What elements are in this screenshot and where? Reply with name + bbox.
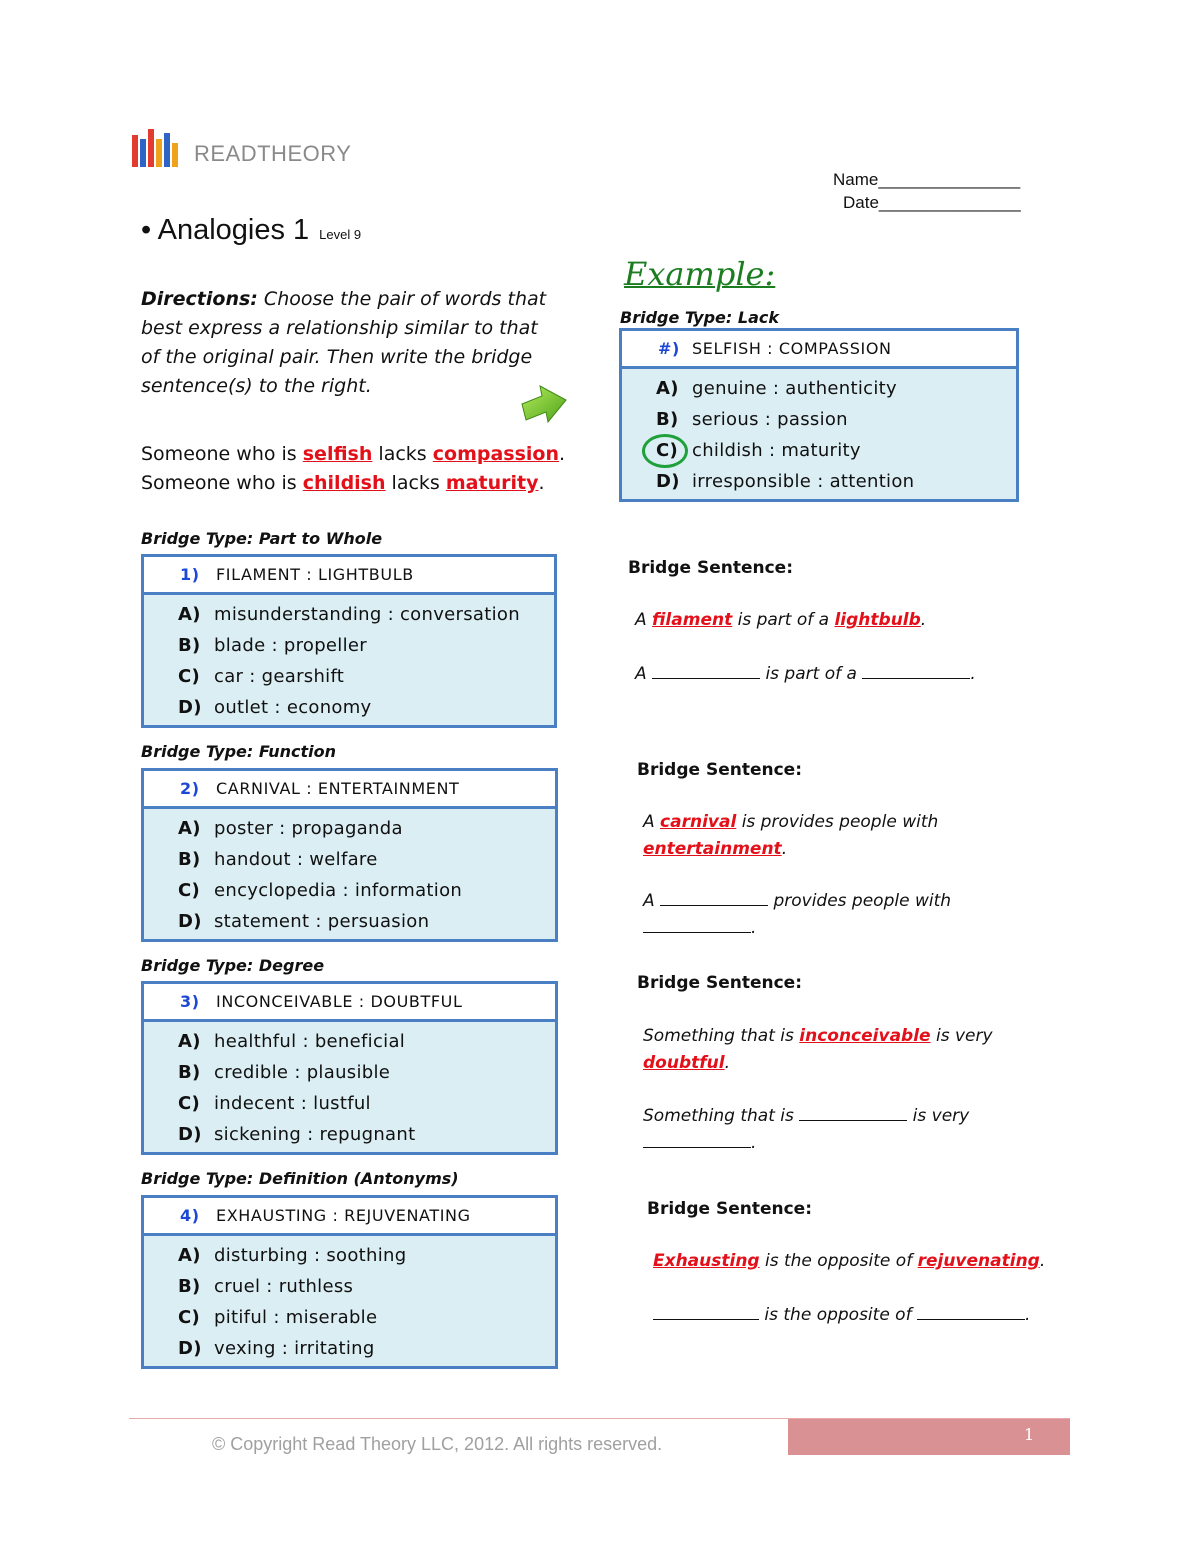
bridge-fill-4[interactable]	[653, 1302, 1073, 1329]
bridge-text: is very	[907, 1106, 970, 1126]
question-head	[144, 984, 555, 1022]
answer-option[interactable]	[144, 844, 555, 875]
bridge-text: A	[643, 812, 661, 832]
bridge-text: .	[1039, 1251, 1046, 1271]
option-text: pitiful : miserable	[214, 1307, 378, 1328]
bridge-title-3: Bridge Sentence:	[637, 973, 802, 993]
answer-option[interactable]	[144, 661, 554, 692]
title-text: • Analogies 1	[141, 214, 310, 246]
bridge-text: is part of a	[760, 664, 863, 684]
q3-bridge-type: Bridge Type: Degree	[141, 956, 325, 975]
option-letter: B)	[656, 409, 679, 430]
sample-sentences	[141, 440, 581, 498]
bridge-word: rejuvenating	[917, 1251, 1040, 1271]
option-text: genuine : authenticity	[692, 378, 897, 399]
bridge-text: .	[751, 1133, 757, 1153]
q2-bridge-type: Bridge Type: Function	[141, 742, 337, 761]
question-number: 2)	[180, 779, 200, 798]
option-letter: D)	[178, 697, 202, 718]
question-options	[144, 809, 555, 939]
answer-blank[interactable]	[917, 1305, 1025, 1320]
sample-text: .	[559, 443, 566, 465]
arrow-right-icon	[518, 382, 570, 428]
question-pair: EXHAUSTING : REJUVENATING	[216, 1206, 471, 1225]
sample-word: childish	[302, 472, 386, 494]
option-letter: D)	[178, 911, 202, 932]
question-head	[144, 1198, 555, 1236]
question-pair: CARNIVAL : ENTERTAINMENT	[216, 779, 460, 798]
directions-label: Directions:	[141, 288, 258, 310]
bridge-text: is the opposite of	[759, 1305, 917, 1325]
answer-blank[interactable]	[653, 1305, 759, 1320]
example-option	[622, 373, 1016, 404]
option-text: serious : passion	[692, 409, 848, 430]
name-field[interactable]: Name_______________	[833, 170, 1021, 189]
bridge-text: .	[970, 664, 976, 684]
option-text: car : gearshift	[214, 666, 345, 687]
option-text: vexing : irritating	[214, 1338, 375, 1359]
bridge-text: A	[635, 664, 653, 684]
bridge-sample-1	[635, 607, 1055, 634]
answer-option[interactable]	[144, 1271, 555, 1302]
answer-blank[interactable]	[862, 664, 970, 679]
answer-blank[interactable]	[643, 918, 751, 933]
question-pair: INCONCEIVABLE : DOUBTFUL	[216, 992, 463, 1011]
answer-option[interactable]	[144, 1333, 555, 1364]
sample-word: maturity	[445, 472, 539, 494]
question-box-1	[141, 554, 557, 728]
bridge-text: A	[643, 891, 661, 911]
sample-word: selfish	[302, 443, 373, 465]
question-box-2	[141, 768, 558, 942]
option-letter: B)	[178, 849, 201, 870]
option-letter: A)	[178, 604, 201, 625]
sample-line-2	[141, 469, 581, 498]
option-text: sickening : repugnant	[214, 1124, 416, 1145]
bridge-sample-2	[643, 809, 973, 863]
answer-option[interactable]	[144, 599, 554, 630]
example-number: #)	[658, 339, 680, 358]
answer-option[interactable]	[144, 1119, 555, 1150]
answer-option[interactable]	[144, 1240, 555, 1271]
bridge-title-1: Bridge Sentence:	[628, 558, 793, 578]
option-letter: A)	[178, 1245, 201, 1266]
page-title	[141, 214, 361, 247]
q4-bridge-type: Bridge Type: Definition (Antonyms)	[141, 1169, 459, 1188]
answer-blank[interactable]	[799, 1106, 907, 1121]
option-text: credible : plausible	[214, 1062, 391, 1083]
answer-blank[interactable]	[660, 891, 768, 906]
option-text: handout : welfare	[214, 849, 378, 870]
bridge-fill-3[interactable]	[643, 1103, 1023, 1157]
question-pair: FILAMENT : LIGHTBULB	[216, 565, 414, 584]
bridge-text: .	[920, 610, 927, 630]
option-text: healthful : beneficial	[214, 1031, 406, 1052]
level-label: Level 9	[319, 227, 362, 242]
bridge-text: .	[1024, 1305, 1031, 1325]
bridge-title-2: Bridge Sentence:	[637, 760, 802, 780]
sample-text: .	[538, 472, 545, 494]
option-letter: C)	[178, 880, 201, 901]
option-letter: D)	[178, 1338, 202, 1359]
selected-answer-circle	[642, 434, 688, 468]
example-bridge-type: Bridge Type: Lack	[620, 308, 779, 327]
question-box-4	[141, 1195, 558, 1369]
example-options	[622, 369, 1016, 499]
q1-bridge-type: Bridge Type: Part to Whole	[141, 529, 383, 548]
answer-option[interactable]	[144, 813, 555, 844]
sample-text: lacks	[372, 443, 433, 465]
option-text: irresponsible : attention	[692, 471, 915, 492]
sample-text: Someone who is	[141, 472, 303, 494]
option-text: disturbing : soothing	[214, 1245, 407, 1266]
bridge-word: doubtful	[643, 1053, 725, 1073]
answer-option[interactable]	[144, 692, 554, 723]
bridge-text: .	[781, 839, 788, 859]
question-options	[144, 1236, 555, 1366]
option-letter: C)	[656, 440, 679, 461]
answer-option[interactable]	[144, 1088, 555, 1119]
option-text: indecent : lustful	[214, 1093, 371, 1114]
example-box	[619, 328, 1019, 502]
bridge-text: Something that is	[643, 1026, 800, 1046]
answer-blank[interactable]	[652, 664, 760, 679]
option-letter: C)	[178, 666, 201, 687]
readtheory-logo-icon	[132, 127, 180, 169]
bridge-word: lightbulb	[834, 610, 921, 630]
answer-option[interactable]	[144, 906, 555, 937]
sample-line-1	[141, 440, 581, 469]
bridge-text: .	[724, 1053, 730, 1073]
option-letter: C)	[178, 1307, 201, 1328]
bridge-text: A	[635, 610, 653, 630]
bridge-text: is very	[930, 1026, 993, 1046]
question-options	[144, 1022, 555, 1152]
option-text: statement : persuasion	[214, 911, 430, 932]
option-text: blade : propeller	[214, 635, 367, 656]
question-box-3	[141, 981, 558, 1155]
bridge-text: .	[751, 918, 757, 938]
example-pair: SELFISH : COMPASSION	[692, 339, 892, 358]
bridge-text: is provides people with	[736, 812, 939, 832]
bridge-sample-3	[643, 1023, 1023, 1077]
question-number: 4)	[180, 1206, 200, 1225]
sample-word: compassion	[432, 443, 559, 465]
option-text: encyclopedia : information	[214, 880, 463, 901]
bridge-text: provides people with	[768, 891, 952, 911]
bridge-sample-4	[653, 1248, 1073, 1275]
option-letter: B)	[178, 635, 201, 656]
page-number: 1	[1024, 1425, 1035, 1444]
option-letter: A)	[178, 818, 201, 839]
option-letter: B)	[178, 1062, 201, 1083]
question-number: 1)	[180, 565, 200, 584]
sample-text: lacks	[385, 472, 446, 494]
option-text: cruel : ruthless	[214, 1276, 354, 1297]
answer-option[interactable]	[144, 630, 554, 661]
answer-option[interactable]	[144, 875, 555, 906]
question-options	[144, 595, 554, 725]
option-text: outlet : economy	[214, 697, 372, 718]
option-text: poster : propaganda	[214, 818, 403, 839]
answer-option[interactable]	[144, 1302, 555, 1333]
date-field[interactable]: Date_______________	[843, 193, 1021, 212]
example-title: Example:	[624, 255, 776, 293]
directions	[141, 285, 561, 401]
option-letter: B)	[178, 1276, 201, 1297]
option-letter: A)	[656, 378, 679, 399]
answer-option[interactable]	[144, 1057, 555, 1088]
bridge-text: is part of a	[732, 610, 835, 630]
example-option	[622, 466, 1016, 497]
bridge-word: filament	[652, 610, 733, 630]
question-head	[144, 771, 555, 809]
bridge-fill-2[interactable]	[643, 888, 983, 942]
sample-text: Someone who is	[141, 443, 303, 465]
bridge-word: Exhausting	[653, 1251, 760, 1271]
directions-text: Choose the pair of words that best express a relationship similar to that of the original pair. Then write the bridge sentence(s) to the right.	[141, 288, 547, 397]
copyright: © Copyright Read Theory LLC, 2012. All rights reserved.	[212, 1434, 663, 1454]
bridge-word: entertainment	[643, 839, 782, 859]
bridge-word: inconceivable	[799, 1026, 931, 1046]
answer-blank[interactable]	[643, 1133, 751, 1148]
option-letter: A)	[178, 1031, 201, 1052]
option-letter: D)	[656, 471, 680, 492]
bridge-fill-1[interactable]	[635, 661, 1055, 688]
bridge-word: carnival	[660, 812, 737, 832]
option-text: misunderstanding : conversation	[214, 604, 520, 625]
question-number: 3)	[180, 992, 200, 1011]
bridge-text: Something that is	[643, 1106, 800, 1126]
option-letter: D)	[178, 1124, 202, 1145]
answer-option[interactable]	[144, 1026, 555, 1057]
bridge-title-4: Bridge Sentence:	[647, 1199, 812, 1219]
question-head	[144, 557, 554, 595]
bridge-text: is the opposite of	[759, 1251, 918, 1271]
example-head	[622, 331, 1016, 369]
example-option	[622, 404, 1016, 435]
option-text: childish : maturity	[692, 440, 861, 461]
option-letter: C)	[178, 1093, 201, 1114]
logo-text: READTHEORY	[194, 141, 352, 166]
